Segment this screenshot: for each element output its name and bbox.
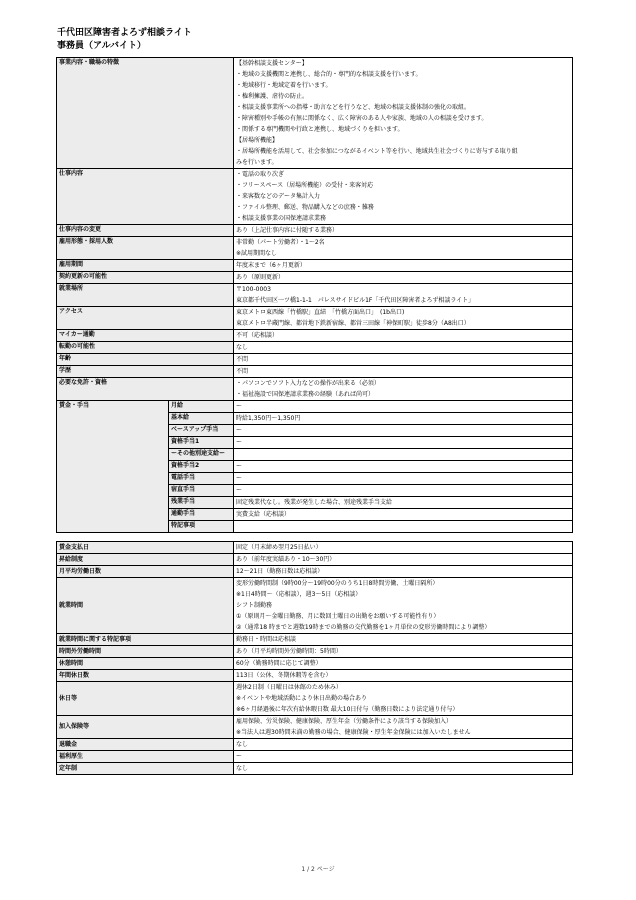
row-value (234, 169, 573, 225)
row-value (234, 342, 573, 354)
value-line: 不可（応相談） (236, 332, 279, 339)
table-row (57, 751, 573, 763)
wage-item-value (234, 449, 573, 461)
table-row (57, 307, 573, 330)
wage-item-value (234, 437, 573, 449)
table-row (57, 169, 573, 225)
value-line: あり（上記仕事内容に付随する業務） (236, 227, 339, 234)
value-line (236, 521, 570, 532)
value-line: あり（月平均時間外労働時間：5時間） (236, 648, 342, 655)
value-line: ・福祉施設で国保連請求業務の経験（あれば尚可） (236, 391, 375, 398)
wage-item-value (234, 413, 573, 425)
row-label: 雇用形態・採用人数 (57, 237, 234, 260)
row-label: 学歴 (57, 366, 234, 378)
value-line: なし (236, 765, 249, 772)
value-line: あり（原則更新） (236, 274, 285, 281)
row-value (234, 716, 573, 739)
table-row (57, 634, 573, 646)
value-line: 12～21日（勤務日数は応相談） (236, 568, 324, 575)
value-line: ・来客数などのデータ集計入力 (236, 193, 321, 200)
value-line: 時給1,350円～1,350円 (236, 415, 301, 422)
wage-item-label: ベースアップ手当 (169, 425, 234, 437)
row-label: 事業内容・職場の特徴 (57, 58, 234, 169)
value-line: ・ファイル整理、郵送、物品購入などの庶務・雑務 (236, 204, 374, 211)
value-line: ・障害種別や手帳の有無に関係なく、広く障害のある人や家族、地域の人の相談を受けます。 (236, 115, 488, 122)
value-line: ・居場所機能を活用して、社会参加につながるイベント等を行い、地域共生社会づくりに寄与する取り組 (236, 148, 518, 155)
row-value (234, 58, 573, 169)
value-line: ・地域の支援機関と連携し、総合的・専門的な相談支援を行います。 (236, 71, 422, 78)
value-line: 年度末まで（6ヶ月更新） (236, 262, 306, 269)
table-row (57, 670, 573, 682)
row-label: 仕事内容の変更 (57, 225, 234, 237)
row-value (234, 658, 573, 670)
wage-item-value (234, 485, 573, 497)
value-line: 変形労働時間制（9時00分～19時00分のうち1日8時間労働、土曜日隔所） (236, 580, 439, 587)
wage-item-label: 通勤手当 (169, 509, 234, 521)
value-line: 固定（月末締め翌月25日払い） (236, 544, 322, 551)
working-conditions-table (56, 541, 573, 775)
table-row (57, 682, 573, 716)
wage-item-label: 月給 (169, 401, 234, 413)
table-row (57, 716, 573, 739)
value-line: ー (236, 403, 243, 410)
table-row (57, 58, 573, 169)
row-value (234, 272, 573, 284)
value-line: 東京メトロ東西線「竹橋駅」直結 「竹橋方面出口」 (1b出口) (236, 309, 405, 316)
value-line: ・相談支援事業の国保連請求業務 (236, 215, 327, 222)
value-line: 実費支給（応相談） (236, 511, 291, 518)
row-label: 賃金・手当 (57, 401, 169, 533)
row-value (234, 763, 573, 775)
row-value (234, 237, 573, 260)
value-line: ※試用期間なし (236, 250, 278, 257)
wage-item-label: 資格手当1 (169, 437, 234, 449)
row-label: 福利厚生 (57, 751, 234, 763)
wage-item-label: 残業手当 (169, 497, 234, 509)
row-value (234, 354, 573, 366)
row-value (234, 578, 573, 634)
value-line: ー (236, 439, 243, 446)
value-line: 【基幹相談支援センター】 (236, 60, 308, 67)
value-line: 不問 (236, 356, 249, 363)
table-row (57, 284, 573, 307)
table-row (57, 739, 573, 751)
table-row (57, 342, 573, 354)
value-line: ー (236, 475, 243, 482)
row-label: 仕事内容 (57, 169, 234, 225)
row-label: 契約更新の可能性 (57, 272, 234, 284)
value-line: ※6ヶ月経過後に年次有給休暇日数 最大10日付与（勤務日数により法定通り付与） (236, 706, 459, 713)
value-line: 非常勤（パート労働者）・1～2名 (236, 239, 325, 246)
page-subtitle: 事務員（アルバイト） (57, 41, 147, 51)
wage-item-value (234, 461, 573, 473)
row-label: 定年制 (57, 763, 234, 775)
row-label: 雇用期間 (57, 260, 234, 272)
value-line: ・パソコンでソフト入力などの操作が出来る（必須） (236, 380, 380, 387)
value-line: 113日（公休、冬期休暇等を含む） (236, 672, 332, 679)
table-row (57, 566, 573, 578)
wage-item-label: 特記事項 (169, 521, 234, 533)
value-line: ※イベントや地域活動により休日出勤の場合あり (236, 695, 368, 702)
value-line: 〒100-0003 (236, 286, 271, 293)
value-line: ー (236, 487, 243, 494)
row-value (234, 554, 573, 566)
row-value (234, 330, 573, 342)
value-line: ・関係する専門機関や行政と連携し、地域づくりを担います。 (236, 126, 404, 133)
table-row (57, 330, 573, 342)
row-label: マイカー通勤 (57, 330, 234, 342)
table-row (57, 578, 573, 634)
value-line: 東京都千代田区一ツ橋1-1-1 パレスサイドビル1F「千代田区障害者よろず相談ライト」 (236, 297, 475, 304)
row-label: 就業時間に関する特記事項 (57, 634, 234, 646)
table-row (57, 658, 573, 670)
row-value (234, 225, 573, 237)
table-row (57, 763, 573, 775)
row-value (234, 542, 573, 554)
wage-item-label: 資格手当2 (169, 461, 234, 473)
value-line: 【居場所機能】 (236, 137, 279, 144)
table-row (57, 366, 573, 378)
value-line: なし (236, 741, 249, 748)
row-label: 加入保険等 (57, 716, 234, 739)
row-value (234, 682, 573, 716)
row-label: 必要な免許・資格 (57, 378, 234, 401)
table-row (57, 354, 573, 366)
value-line: 60分（勤務時間に応じて調整） (236, 660, 322, 667)
value-line: あり（前年度実績あり・10～30円） (236, 556, 336, 563)
table-row (57, 272, 573, 284)
value-line: 東京メトロ半蔵門線、都営地下鉄新宿線、都営三田線「神保町駅」徒歩8分（A8出口） (236, 320, 470, 327)
wage-item-value (234, 425, 573, 437)
value-line: ー (236, 427, 243, 434)
job-details-table (56, 57, 573, 533)
table-row (57, 554, 573, 566)
value-line: ・フリースペース（居場所機能）の受付・来客対応 (236, 182, 374, 189)
value-line: ・相談支援事業所への指導・助言などを行うなど、地域の相談支援体制の強化の取組。 (236, 104, 471, 111)
table-row (57, 260, 573, 272)
row-label: 休日等 (57, 682, 234, 716)
value-line: ①（原則月～金曜日勤務、月に数回土曜日の出勤をお願いする可能性有り） (236, 613, 440, 620)
row-label: 月平均労働日数 (57, 566, 234, 578)
row-label: 昇給制度 (57, 554, 234, 566)
wage-row (57, 401, 573, 413)
row-value (234, 670, 573, 682)
value-line: シフト制勤務 (236, 602, 273, 609)
value-line: 勤務日・時間は応相談 (236, 636, 297, 643)
page-number: 1 / 2 ページ (301, 866, 335, 873)
wage-item-value (234, 401, 573, 413)
row-label: 就業場所 (57, 284, 234, 307)
row-label: 年間休日数 (57, 670, 234, 682)
value-line: ※1日4時間～（応相談），週3～5日（応相談） (236, 591, 362, 598)
value-line: 週休2日制（日曜日は休館のため休み） (236, 684, 342, 691)
row-value (234, 366, 573, 378)
value-line: ・地域移行・地域定着を行います。 (236, 82, 332, 89)
table-row (57, 378, 573, 401)
row-label: アクセス (57, 307, 234, 330)
value-line: ・電話の取り次ぎ (236, 171, 285, 178)
row-value (234, 307, 573, 330)
value-line: ー (236, 753, 243, 760)
row-value (234, 739, 573, 751)
value-line: ー (236, 463, 243, 470)
value-line: 雇用保険、労災保険、健康保険、厚生年金（労働条件により該当する保険加入） (236, 718, 453, 725)
row-value (234, 646, 573, 658)
table-row (57, 542, 573, 554)
wage-item-label: 基本給 (169, 413, 234, 425)
wage-item-value (234, 497, 573, 509)
wage-item-value (234, 521, 573, 533)
value-line: ・権利擁護、虐待の防止。 (236, 93, 309, 100)
wage-item-label: 宿直手当 (169, 485, 234, 497)
row-label: 賃金支払日 (57, 542, 234, 554)
table-row (57, 646, 573, 658)
row-value (234, 260, 573, 272)
row-label: 転勤の可能性 (57, 342, 234, 354)
page-title: 千代田区障害者よろず相談ライト (57, 28, 192, 38)
wage-item-label: 電話手当 (169, 473, 234, 485)
row-value (234, 378, 573, 401)
row-label: 休憩時間 (57, 658, 234, 670)
wage-item-value (234, 509, 573, 521)
wage-item-value (234, 473, 573, 485)
row-label: 時間外労働時間 (57, 646, 234, 658)
row-value (234, 566, 573, 578)
row-label: 退職金 (57, 739, 234, 751)
table-row (57, 237, 573, 260)
value-line: なし (236, 344, 249, 351)
row-value (234, 634, 573, 646)
wage-item-label: ーその他別途支給ー (169, 449, 234, 461)
table-row (57, 225, 573, 237)
row-label: 就業時間 (57, 578, 234, 634)
row-value (234, 284, 573, 307)
value-line: ②（通常18 時までと週数19時までの勤務の交代勤務を1ヶ月単位の変形労働時間により調整） (236, 624, 491, 631)
row-label: 年齢 (57, 354, 234, 366)
value-line: みを行います。 (236, 159, 278, 166)
value-line (236, 449, 570, 460)
value-line: ※当法人は週30時間未満の勤務の場合、健康保険・厚生年金保険には加入いたしません (236, 729, 471, 736)
value-line: 固定残業代なし。残業が発生した場合、別途残業手当支給 (236, 499, 393, 506)
value-line: 不問 (236, 368, 249, 375)
row-value (234, 751, 573, 763)
